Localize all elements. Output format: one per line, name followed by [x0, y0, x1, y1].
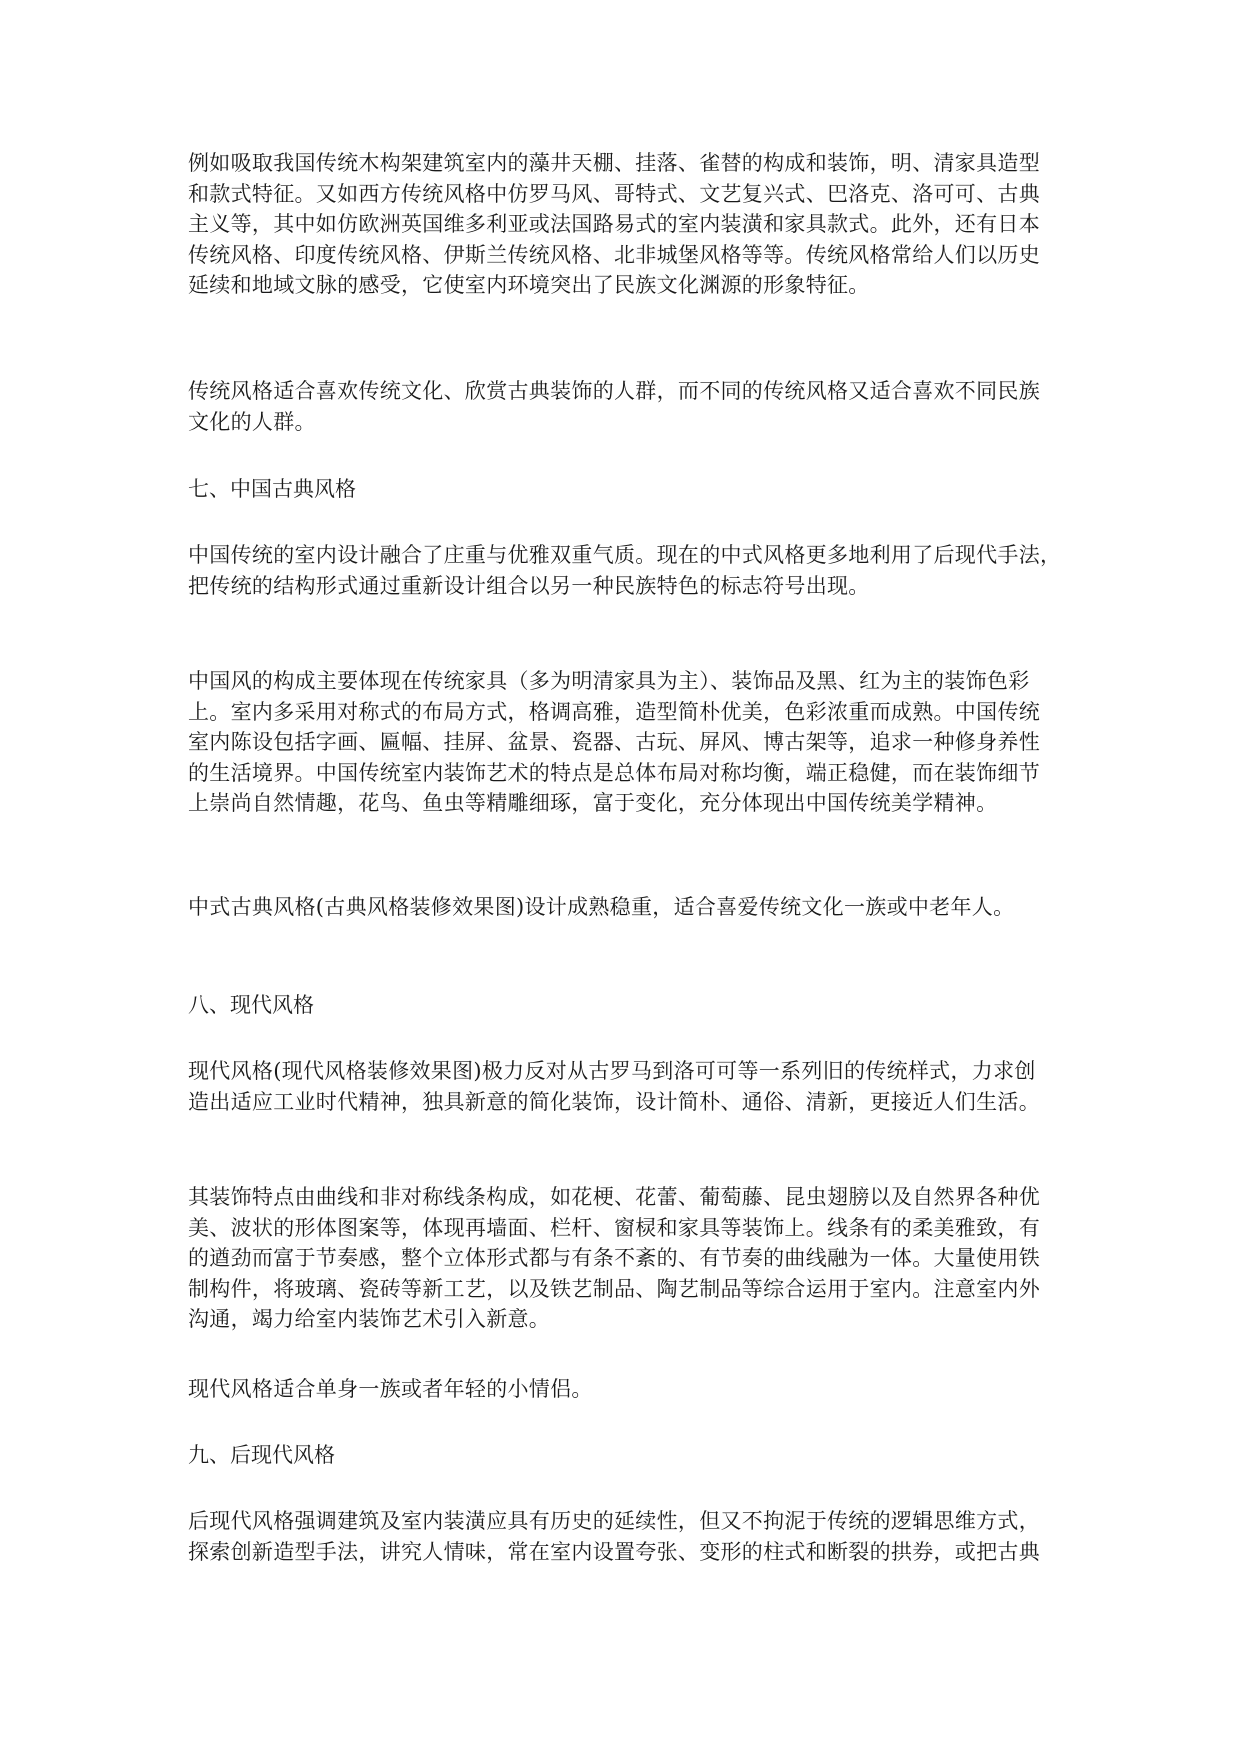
text-line: 中国传统的室内设计融合了庄重与优雅双重气质。现在的中式风格更多地利用了后现代手法，: [188, 543, 1062, 567]
paragraph-postmodern-intro: [188, 1506, 1060, 1567]
text-line: 主义等，其中如仿欧洲英国维多利亚或法国路易式的室内装潢和家具款式。此外，还有日本: [188, 212, 1040, 236]
text-line: 延续和地域文脉的感受，它使室内环境突出了民族文化渊源的形象特征。: [188, 273, 870, 297]
section-heading-modern: 八、现代风格: [188, 993, 314, 1017]
text-line: 后现代风格强调建筑及室内装潢应具有历史的延续性，但又不拘泥于传统的逻辑思维方式，: [188, 1509, 1040, 1533]
paragraph-modern-decoration: [188, 1182, 1060, 1335]
paragraph-chinese-intro: [188, 540, 1060, 601]
section-heading-postmodern: 九、后现代风格: [188, 1443, 335, 1467]
paragraph-chinese-audience: [188, 892, 1060, 923]
paragraph-modern-audience: [188, 1374, 1060, 1405]
text-line: 的生活境界。中国传统室内装饰艺术的特点是总体布局对称均衡，端正稳健，而在装饰细节: [188, 760, 1040, 785]
text-line: 美、波状的形体图案等，体现再墙面、栏杆、窗棂和家具等装饰上。线条有的柔美雅致，有: [188, 1215, 1040, 1240]
text-line: 上崇尚自然情趣，花鸟、鱼虫等精雕细琢，富于变化，充分体现出中国传统美学精神。: [188, 791, 998, 815]
text-line: 现代风格适合单身一族或者年轻的小情侣。: [188, 1377, 593, 1401]
text-line: 把传统的结构形式通过重新设计组合以另一种民族特色的标志符号出现。: [188, 573, 870, 598]
text-line: 探索创新造型手法，讲究人情味，常在室内设置夸张、变形的柱式和断裂的拱券，或把古典: [188, 1539, 1040, 1564]
paragraph-modern-intro: [188, 1056, 1060, 1117]
text-line: 现代风格(现代风格装修效果图)极力反对从古罗马到洛可可等一系列旧的传统样式，力求创: [188, 1059, 1036, 1083]
text-line: 室内陈设包括字画、匾幅、挂屏、盆景、瓷器、古玩、屏风、博古架等，追求一种修身养性: [188, 730, 1040, 754]
text-line: 中式古典风格(古典风格装修效果图)设计成熟稳重，适合喜爱传统文化一族或中老年人。: [188, 895, 1015, 919]
text-line: 造出适应工业时代精神，独具新意的简化装饰，设计简朴、通俗、清新，更接近人们生活。: [188, 1089, 1040, 1114]
text-line: 传统风格适合喜欢传统文化、欣赏古典装饰的人群，而不同的传统风格又适合喜欢不同民族: [188, 379, 1040, 403]
text-line: 制构件，将玻璃、瓷砖等新工艺，以及铁艺制品、陶艺制品等综合运用于室内。注意室内外: [188, 1276, 1040, 1301]
paragraph-traditional-audience: [188, 376, 1060, 437]
text-line: 沟通，竭力给室内装饰艺术引入新意。: [188, 1307, 551, 1331]
text-line: 上。室内多采用对称式的布局方式，格调高雅，造型简朴优美，色彩浓重而成熟。中国传统: [188, 699, 1040, 724]
text-line: 文化的人群。: [188, 409, 316, 434]
paragraph-chinese-composition: [188, 666, 1060, 819]
text-line: 传统风格、印度传统风格、伊斯兰传统风格、北非城堡风格等等。传统风格常给人们以历史: [188, 242, 1040, 267]
text-line: 和款式特征。又如西方传统风格中仿罗马风、哥特式、文艺复兴式、巴洛克、洛可可、古典: [188, 181, 1040, 206]
text-line: 例如吸取我国传统木构架建筑室内的藻井天棚、挂落、雀替的构成和装饰，明、清家具造型: [188, 151, 1040, 175]
section-heading-chinese-classical: 七、中国古典风格: [188, 477, 356, 501]
text-line: 的遒劲而富于节奏感，整个立体形式都与有条不紊的、有节奏的曲线融为一体。大量使用铁: [188, 1246, 1040, 1270]
text-line: 其装饰特点由曲线和非对称线条构成，如花梗、花蕾、葡萄藤、昆虫翅膀以及自然界各种优: [188, 1185, 1040, 1209]
text-line: 中国风的构成主要体现在传统家具（多为明清家具为主）、装饰品及黑、红为主的装饰色彩: [188, 669, 1030, 693]
paragraph-traditional-style: [188, 148, 1060, 301]
